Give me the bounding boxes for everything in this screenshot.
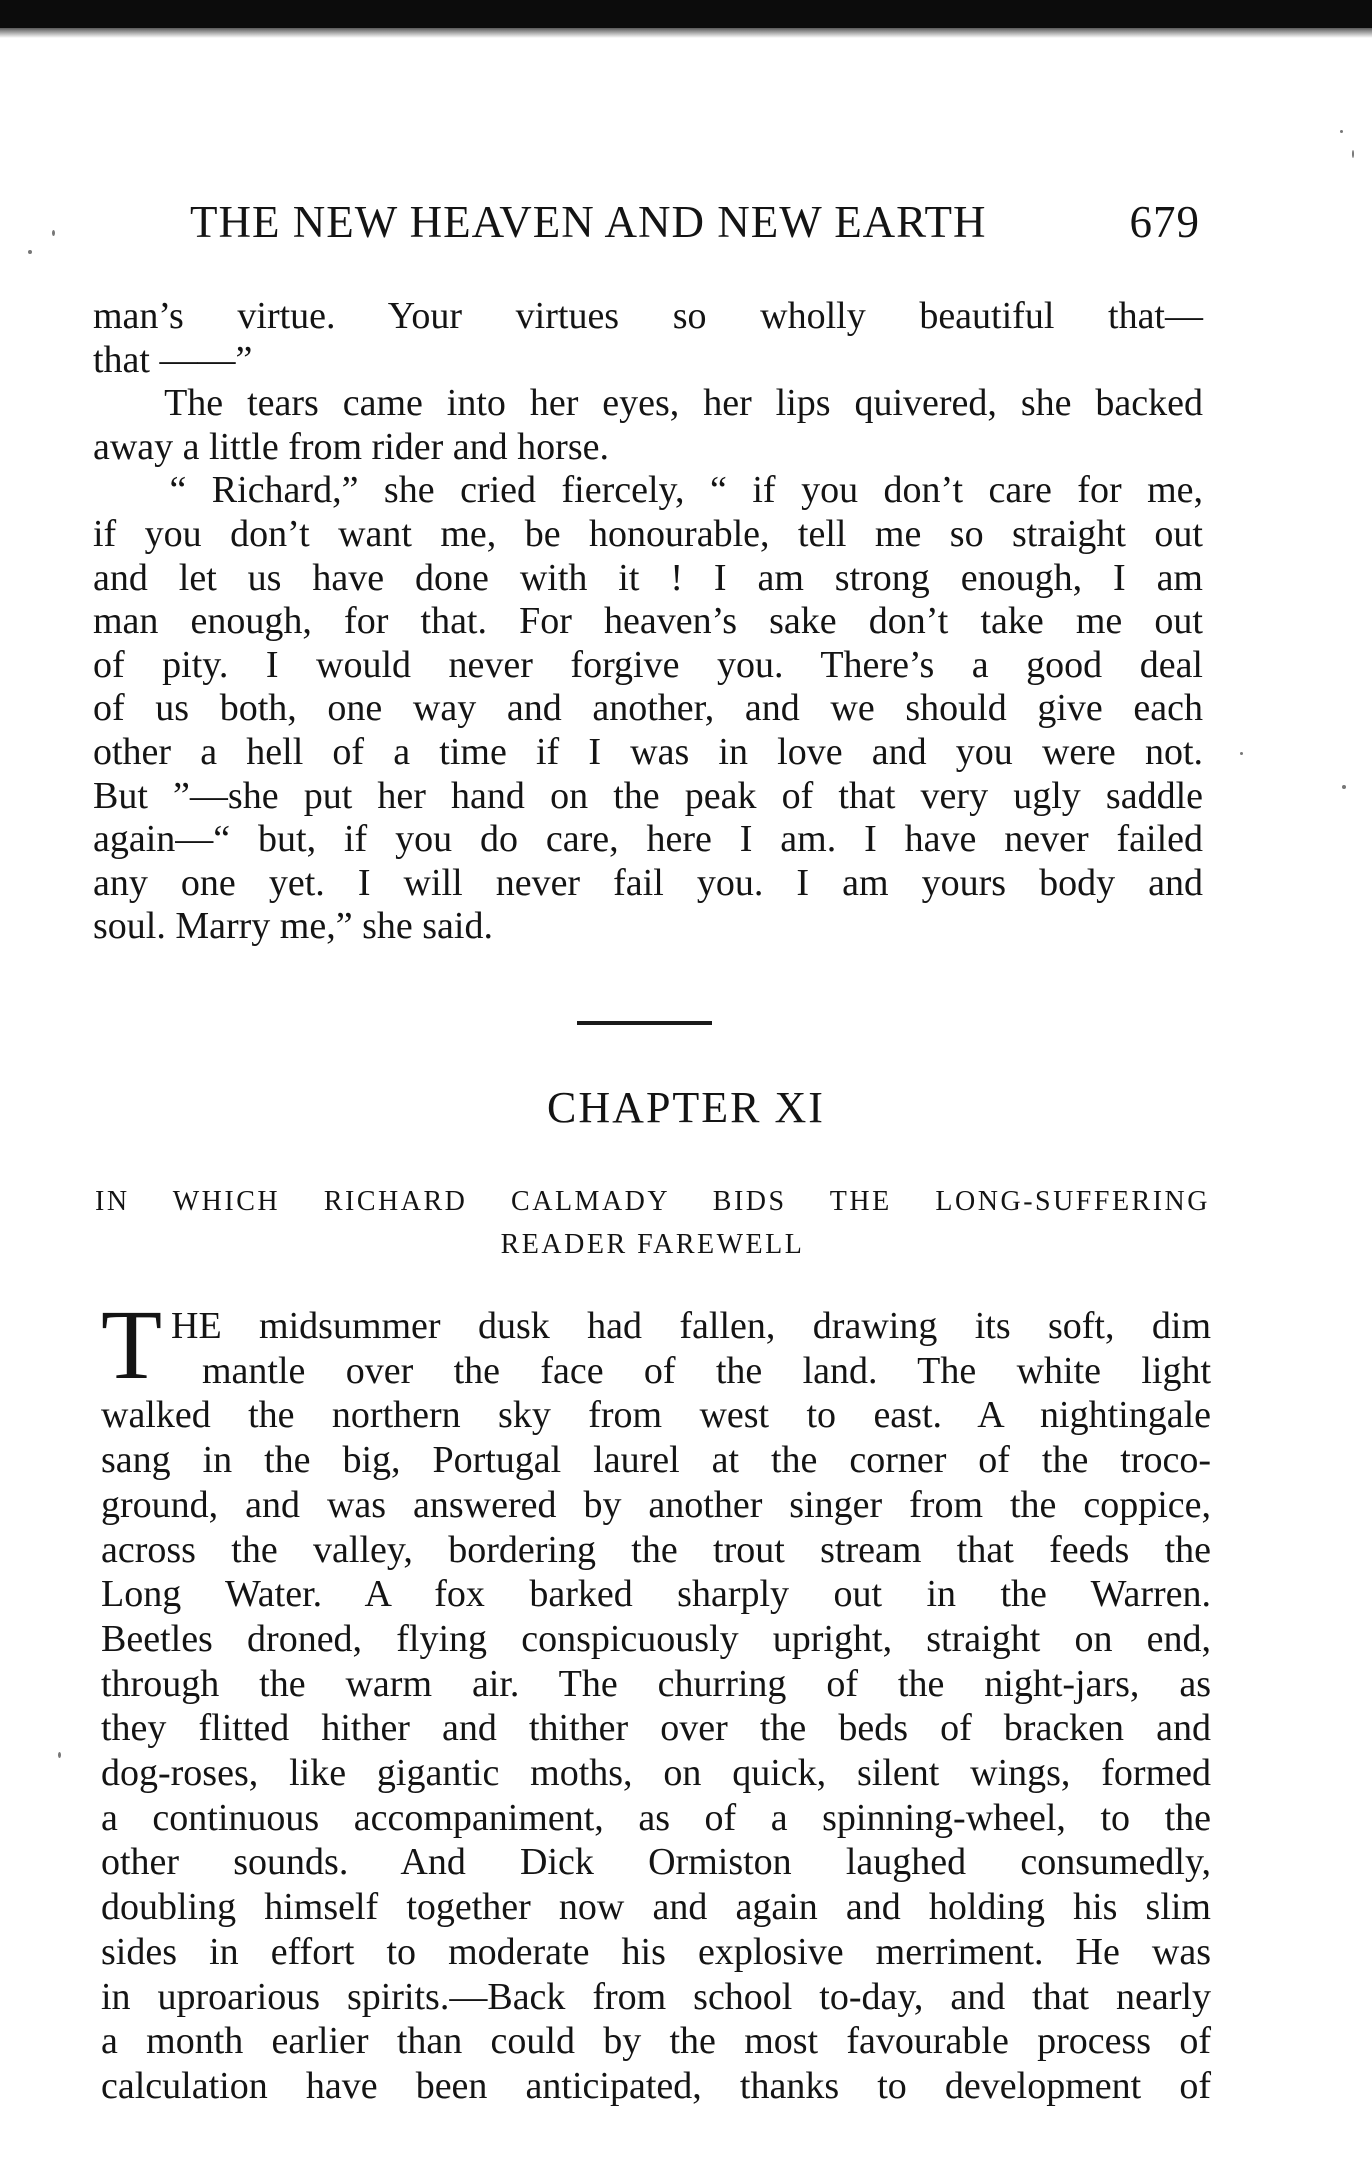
text-line: through the warm air. The churring of the night-jars, as	[101, 1662, 1211, 1705]
page-number: 679	[1129, 197, 1200, 247]
text-line: that ——”	[93, 338, 253, 381]
text-line: man enough, for that. For heaven’s sake don’t take me out	[93, 600, 1203, 643]
text-line: But ”—she put her hand on the peak of that very ugly saddle	[93, 774, 1203, 817]
running-head-title: THE NEW HEAVEN AND NEW EARTH	[190, 197, 987, 247]
text-line: of us both, one way and another, and we should give each	[93, 687, 1203, 730]
text-line: any one yet. I will never fail you. I am yours body and	[93, 861, 1203, 904]
text-line: again—“ but, if you do care, here I am. I have never failed	[93, 818, 1203, 861]
text-line: a month earlier than could by the most favourable process of	[101, 2020, 1211, 2063]
text-line: soul. Marry me,” she said.	[93, 905, 493, 948]
text-line: other a hell of a time if I was in love and you were not.	[93, 730, 1203, 773]
text-line: ground, and was answered by another singer from the coppice,	[101, 1483, 1211, 1526]
text-line: other sounds. And Dick Ormiston laughed consumedly,	[101, 1841, 1211, 1884]
text-line: doubling himself together now and again and holding his slim	[101, 1886, 1211, 1929]
text-line: they flitted hither and thither over the beds of bracken and	[101, 1707, 1211, 1750]
text-line: away a little from rider and horse.	[93, 425, 609, 468]
text-line: sang in the big, Portugal laurel at the corner of the troco-	[101, 1439, 1211, 1482]
paragraph-1	[93, 295, 1203, 949]
chapter-subtitle-line: IN WHICH RICHARD CALMADY BIDS THE LONG-SUFFERING	[95, 1186, 1210, 1217]
text-line: sides in effort to moderate his explosive merriment. He was	[101, 1930, 1211, 1973]
scan-speck	[52, 230, 55, 236]
scan-speck	[1340, 130, 1343, 133]
scan-speck	[1342, 785, 1346, 789]
text-line: mantle over the face of the land. The white light	[202, 1349, 1211, 1392]
text-line: Beetles droned, flying conspicuously upright, straight on end,	[101, 1617, 1211, 1660]
text-line: Long Water. A fox barked sharply out in the Warren.	[101, 1573, 1211, 1616]
text-line: walked the northern sky from west to east. A nightingale	[101, 1394, 1211, 1437]
running-head	[190, 196, 1200, 260]
scan-speck	[1352, 150, 1354, 158]
drop-cap: T	[101, 1289, 163, 1400]
text-line: a continuous accompaniment, as of a spinning-wheel, to the	[101, 1796, 1211, 1839]
text-line: man’s virtue. Your virtues so wholly beautiful that—	[93, 295, 1203, 337]
text-line: if you don’t want me, be honourable, tell me so straight out	[93, 512, 1203, 555]
text-line: calculation have been anticipated, thanks to development of	[101, 2064, 1211, 2107]
text-line: HE midsummer dusk had fallen, drawing its soft, dim	[171, 1305, 1211, 1347]
scan-speck	[28, 250, 32, 254]
paragraph-2	[101, 1289, 1211, 2109]
text-line: dog-roses, like gigantic moths, on quick, silent wings, formed	[101, 1752, 1211, 1795]
text-line: The tears came into her eyes, her lips quivered, she backed	[93, 382, 1203, 425]
section-divider-rule	[577, 1021, 712, 1025]
text-line: “ Richard,” she cried fiercely, “ if you don’t care for me,	[93, 469, 1203, 512]
scan-speck	[58, 1752, 61, 1758]
chapter-subtitle-line: READER FAREWELL	[500, 1229, 805, 1260]
text-line: across the valley, bordering the trout stream that feeds the	[101, 1528, 1211, 1571]
chapter-subtitle	[95, 1180, 1210, 1266]
text-line: of pity. I would never forgive you. There’s a good deal	[93, 643, 1203, 686]
scan-speck	[1240, 752, 1243, 755]
scan-top-shadow	[0, 28, 1372, 38]
text-line: and let us have done with it ! I am strong enough, I am	[93, 556, 1203, 599]
text-line: in uproarious spirits.—Back from school to-day, and that nearly	[101, 1975, 1211, 2018]
chapter-title: CHAPTER XI	[547, 1083, 825, 1132]
scan-top-edge	[0, 0, 1372, 28]
